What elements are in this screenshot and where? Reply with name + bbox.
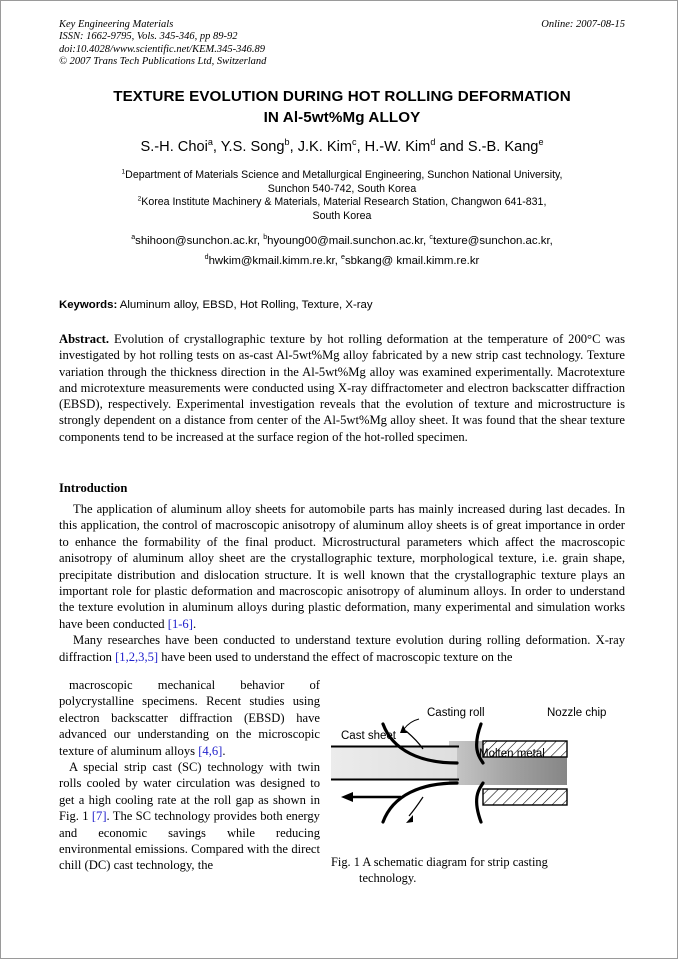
intro-p1-tail: .	[192, 616, 197, 631]
roll-rotation-arrow-bottom	[409, 797, 423, 816]
figure-1-caption	[331, 854, 625, 887]
email-e[interactable]: sbkang@ kmail.kimm.re.kr	[344, 255, 480, 267]
keywords-line	[59, 299, 625, 311]
left-col-p2-text: macroscopic mechanical behavior of polycrystalline specimens. Recent studies using electron backscatter diffraction (EBSD) have advanced our understanding on the microscopic texture of aluminum alloys	[59, 678, 320, 758]
email-block	[59, 231, 625, 271]
author-name-1: , Y.S. Song	[212, 139, 285, 155]
abstract-label: Abstract.	[59, 332, 110, 346]
strip-casting-schematic	[331, 679, 625, 849]
journal-header	[59, 19, 625, 69]
figure-caption-line1: Fig. 1 A schematic diagram for strip casting	[331, 855, 548, 869]
author-sup-3: d	[430, 137, 436, 148]
author-segment-0	[141, 139, 213, 155]
casting-roll-leader	[404, 719, 419, 729]
email-line-2	[59, 251, 625, 271]
author-segment-2	[290, 139, 357, 155]
affiliation-block	[59, 169, 625, 223]
introduction-body	[59, 501, 625, 665]
label-casting-roll: Casting roll	[427, 707, 485, 719]
author-list	[59, 139, 625, 155]
figure-caption-line2: technology.	[359, 871, 417, 886]
left-col-paragraph-continued	[59, 677, 320, 759]
page-title	[59, 86, 625, 128]
left-col-p2-tail: .	[222, 743, 226, 758]
citation-1-2-3-5[interactable]: [1,2,3,5]	[115, 649, 159, 664]
left-col-paragraph-3	[59, 759, 320, 874]
figure-1	[331, 679, 625, 849]
affiliation-sup-1: 1	[121, 168, 126, 176]
email-a[interactable]: shihoon@sunchon.ac.kr,	[135, 235, 264, 247]
abstract-block	[59, 331, 625, 445]
journal-doi: doi:10.4028/www.scientific.net/KEM.345-346.89	[59, 43, 265, 55]
author-sup-0: a	[207, 137, 213, 148]
citation-1-6[interactable]: [1-6]	[167, 616, 193, 631]
affiliation-2	[59, 196, 625, 210]
label-cast-sheet: Cast sheet	[341, 730, 396, 742]
email-sup-a: a	[131, 234, 136, 242]
journal-issn: ISSN: 1662-9795, Vols. 345-346, pp 89-92	[59, 31, 238, 43]
label-nozzle-chip: Nozzle chip	[547, 707, 607, 719]
intro-paragraph-2	[59, 632, 625, 665]
keywords-label: Keywords:	[59, 299, 118, 311]
left-col-p3-tail: . The SC technology provides both energy and economic savings while reducing environmental emissions. Compared with the direct chill (DC) cast technology, the	[59, 809, 320, 873]
left-column-body	[59, 677, 320, 874]
casting-roll-bottom-right	[477, 783, 483, 822]
affiliation-1-line2: Sunchon 540-742, South Korea	[267, 182, 417, 195]
abstract-text: Evolution of crystallographic texture by hot rolling deformation at the temperature of 200°C was investigated by hot rolling tests on as-cast Al-5wt%Mg alloy fabricated by a new strip cast technology. Texture variation through the thickness direction in the Al-5wt%Mg alloy was examined experimentally. Macrotexture and microtexture measurements were conducted using X-ray diffractometer and electron backscatter diffraction (EBSD), respectively. Experimental investigation reveals that the evolution of texture and microstructure is strongly dependent on a distance from center of the Al-5wt%Mg alloy sheet. It was found that the shear texture components tend to be increased at the surface region of the hot-rolled specimen.	[59, 332, 625, 444]
intro-p2-text: Many researches have been conducted to understand texture evolution during rolling deformation. X-ray diffraction	[59, 633, 625, 664]
author-segment-3	[357, 139, 436, 155]
email-d[interactable]: hwkim@kmail.kimm.re.kr,	[208, 255, 342, 267]
keywords-value: Aluminum alloy, EBSD, Hot Rolling, Texture, X-ray	[119, 299, 373, 311]
nozzle-chip-lower	[483, 789, 567, 805]
journal-name: Key Engineering Materials	[59, 19, 174, 30]
email-sup-b: b	[263, 234, 268, 242]
email-c[interactable]: texture@sunchon.ac.kr,	[432, 235, 553, 247]
citation-4-6[interactable]: [4,6]	[198, 743, 223, 758]
email-sup-e: e	[341, 254, 345, 262]
author-segment-4	[435, 139, 543, 155]
email-b[interactable]: hyoung00@mail.sunchon.ac.kr,	[267, 235, 430, 247]
email-sup-d: d	[204, 254, 209, 262]
left-col-p3-text: A special strip cast (SC) technology with twin rolls cooled by water circulation was designed to get a high cooling rate at the roll gap as shown in Fig. 1	[59, 760, 320, 824]
intro-p1-text: The application of aluminum alloy sheets for automobile parts has mainly increased during last decades. In this application, the control of macroscopic anisotropy of aluminum alloy sheets is of great importance in order to enhance the formability of the final product. Microstructural parameters which affect the macroscopic anisotropy of aluminum alloy sheet are the crystallographic texture, morphological texture, i.e. grain shape, precipitate distribution and dislocation structure. It is well known that the crystallographic texture plays an important role for plastic deformation and macroscopic anisotropy of aluminum alloys. In order to understand the texture evolution in aluminum alloys during plastic deformation, many experimental and simulation works have been conducted	[59, 502, 625, 631]
author-sup-2: c	[352, 137, 357, 148]
section-heading-introduction: Introduction	[59, 481, 128, 495]
email-sup-c: c	[429, 234, 433, 242]
affiliation-2-line2: South Korea	[312, 209, 372, 222]
affiliation-1-line1: Department of Materials Science and Metallurgical Engineering, Sunchon National University,	[125, 169, 563, 181]
intro-p2-tail: have been used to understand the effect of macroscopic texture on the	[158, 649, 513, 664]
journal-copyright: © 2007 Trans Tech Publications Ltd, Switzerland	[59, 56, 267, 68]
affiliation-1	[59, 169, 625, 183]
affiliation-2-line1: Korea Institute Machinery & Materials, Material Research Station, Changwon 641-831,	[141, 196, 547, 209]
title-line-1: TEXTURE EVOLUTION DURING HOT ROLLING DEFORMATION	[113, 88, 571, 105]
author-sup-1: b	[284, 137, 290, 148]
citation-7[interactable]: [7]	[91, 809, 107, 824]
online-date: Online: 2007-08-15	[541, 19, 625, 30]
casting-roll-bottom	[383, 783, 457, 822]
intro-paragraph-1	[59, 501, 625, 632]
email-line-1	[59, 231, 625, 251]
cast-sheet-direction-arrowhead	[341, 792, 353, 802]
label-molten-metal: Molten metal	[479, 748, 545, 760]
title-line-2: IN Al-5wt%Mg ALLOY	[263, 109, 421, 126]
affiliation-sup-2: 2	[137, 195, 142, 203]
author-name-4: and S.-B. Kang	[435, 139, 539, 155]
author-name-3: , H.-W. Kim	[356, 139, 431, 155]
author-sup-4: e	[538, 137, 544, 148]
author-name-2: , J.K. Kim	[289, 139, 353, 155]
author-name-0: S.-H. Choi	[140, 139, 208, 155]
author-segment-1	[213, 139, 290, 155]
